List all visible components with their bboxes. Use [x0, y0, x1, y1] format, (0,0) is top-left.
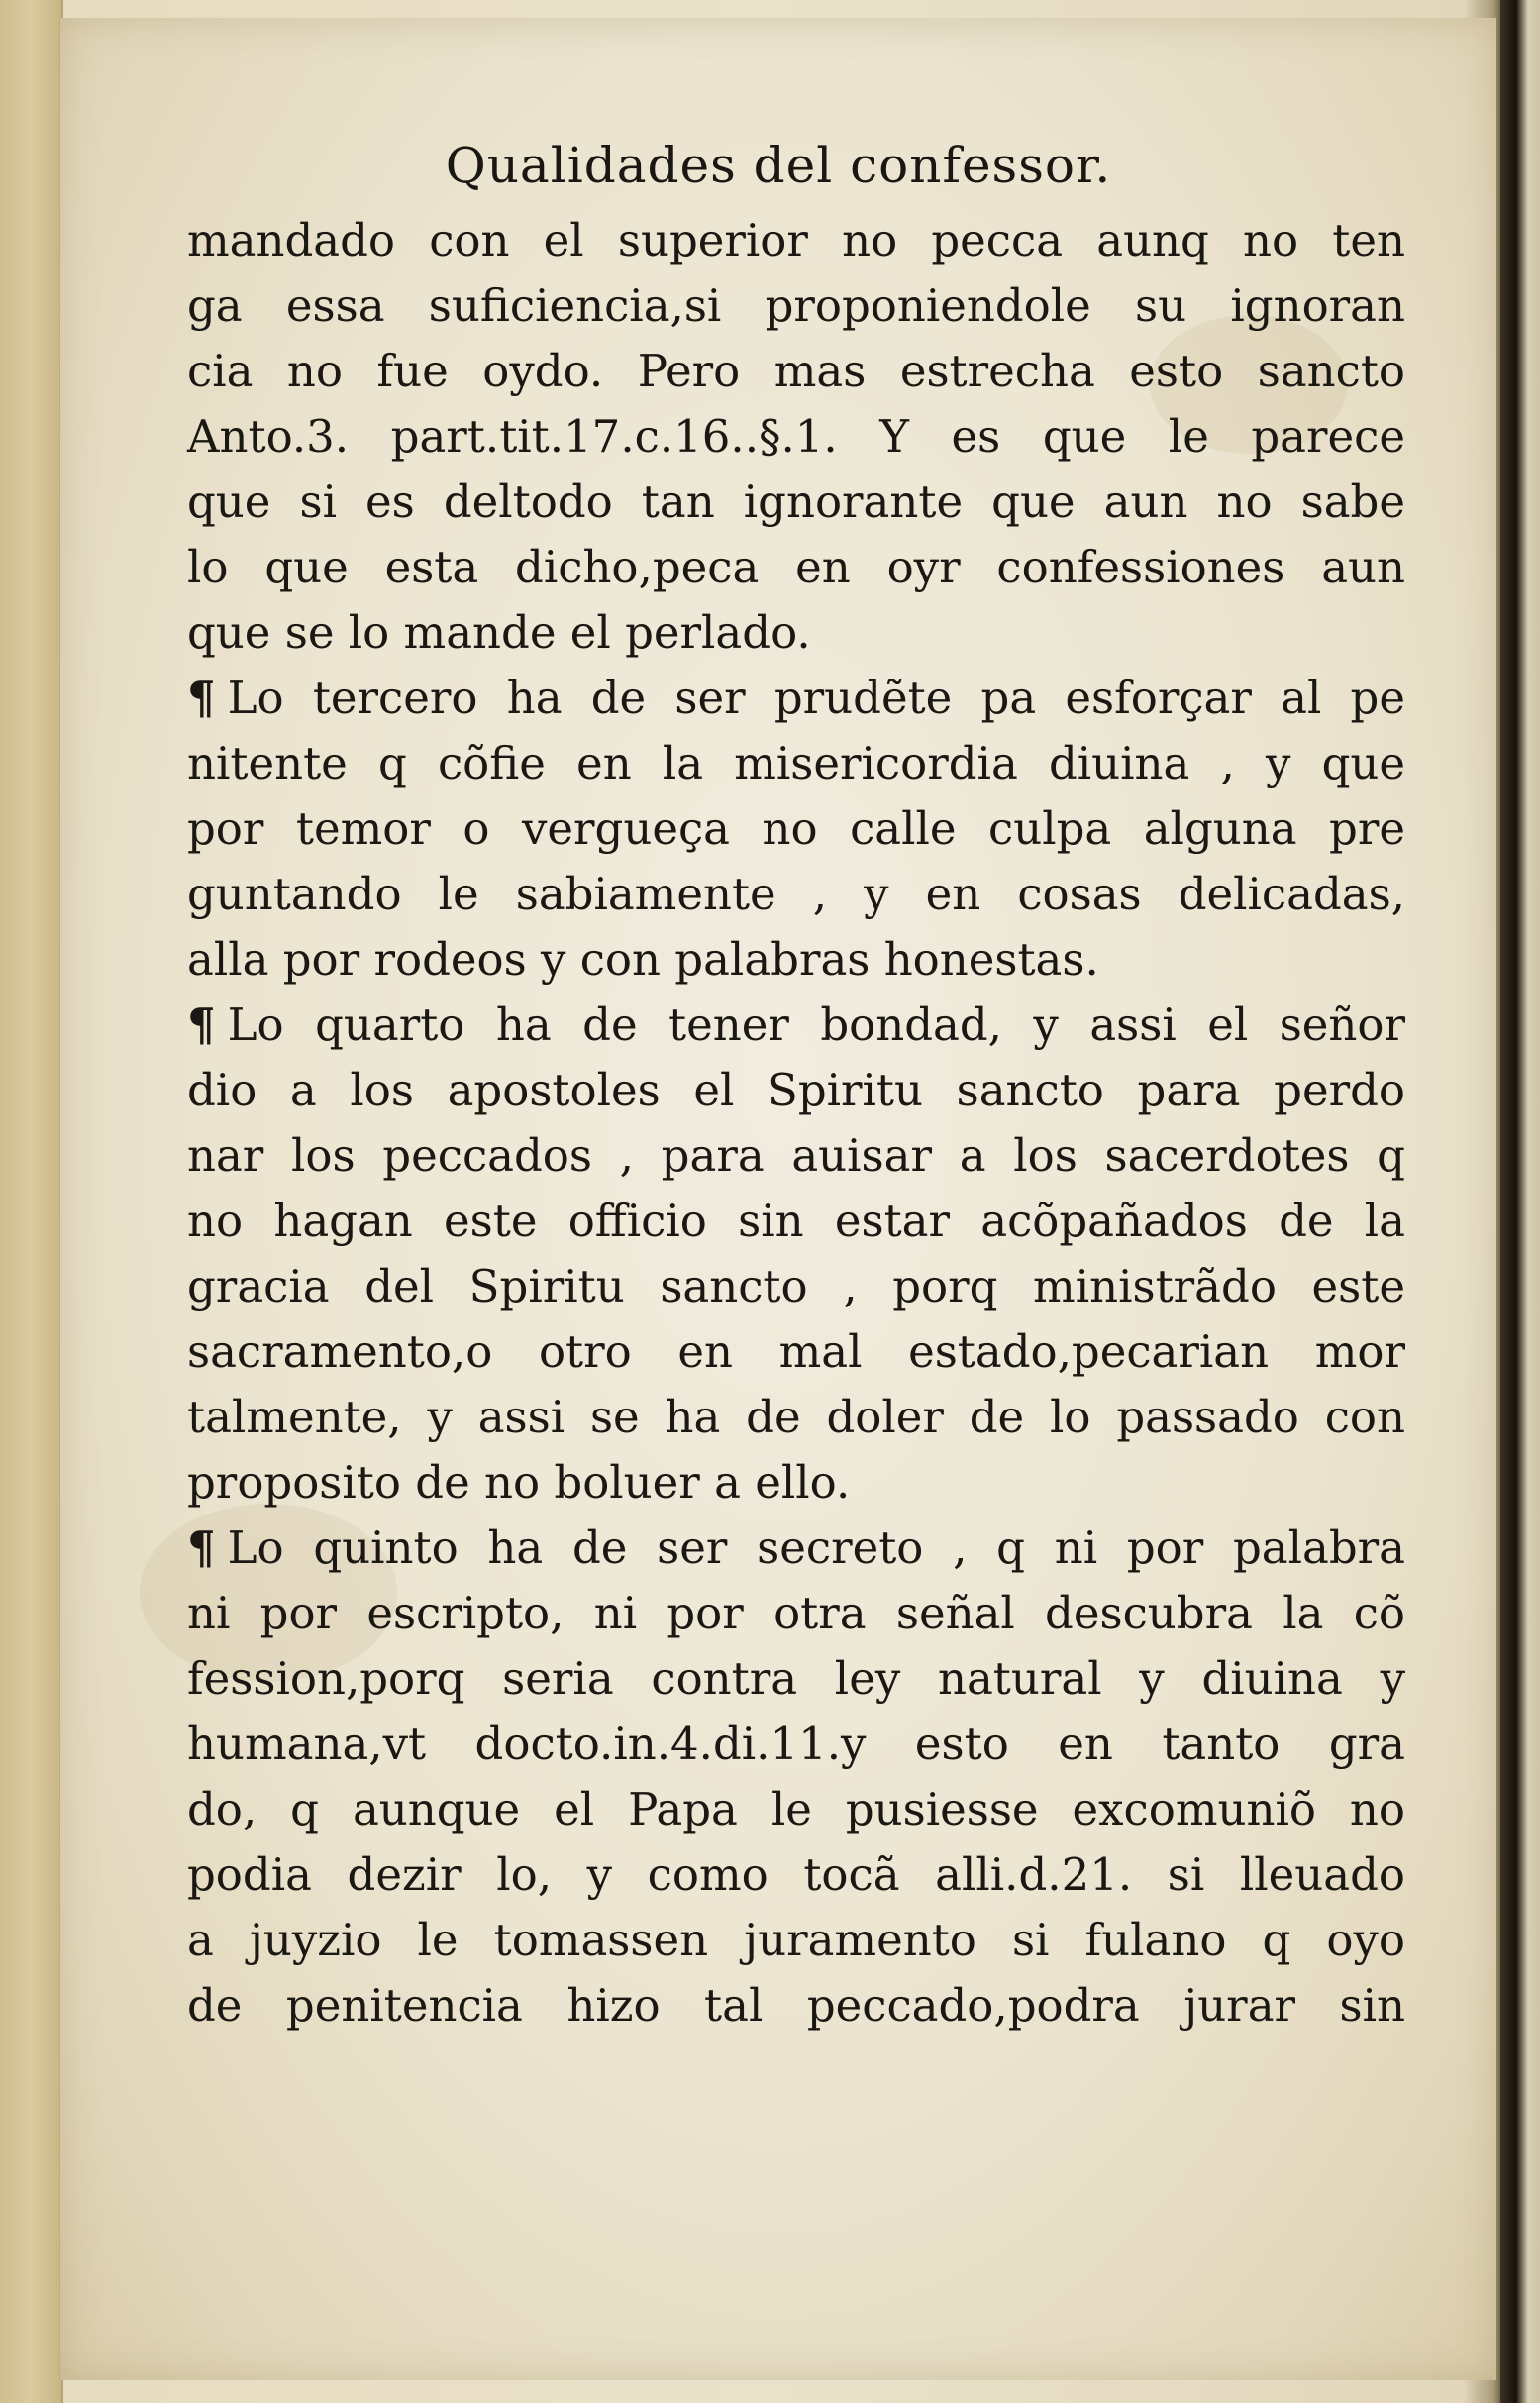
text-line — [187, 404, 1405, 470]
line-text: de penitencia hizo tal peccado,podra jurar sin — [187, 1979, 1405, 2032]
text-line — [187, 1123, 1405, 1189]
line-text: nitente q cõfie en la misericordia diuina , y que — [187, 737, 1405, 789]
line-text: que se lo mande el perlado. — [187, 606, 811, 659]
text-line — [187, 862, 1405, 927]
line-text: mandado con el superior no pecca aunq no ten — [187, 214, 1405, 266]
text-line — [187, 208, 1405, 273]
text-line — [187, 1189, 1405, 1254]
text-line — [187, 1908, 1405, 1973]
text-line — [187, 1058, 1405, 1123]
paragraph-start-line — [187, 993, 1405, 1058]
text-line — [187, 600, 1405, 666]
text-line — [187, 1777, 1405, 1842]
body-text — [187, 208, 1405, 2038]
text-line — [187, 273, 1405, 339]
text-line — [187, 1712, 1405, 1777]
text-line — [187, 1646, 1405, 1712]
paragraph-start-line — [187, 1515, 1405, 1581]
text-line — [187, 796, 1405, 862]
text-line — [187, 927, 1405, 993]
printed-page — [59, 18, 1496, 2380]
line-text: humana,vt docto.in.4.di.11.y esto en tanto gra — [187, 1718, 1405, 1770]
line-text: sacramento,o otro en mal estado,pecarian mor — [187, 1325, 1405, 1378]
text-line — [187, 1254, 1405, 1319]
text-line — [187, 1319, 1405, 1385]
pilcrow-mark: ¶ — [187, 998, 216, 1051]
line-text: ni por escripto, ni por otra señal descubra la cõ — [187, 1587, 1405, 1639]
line-text: ga essa suficiencia,si proponiendole su ignoran — [187, 279, 1405, 332]
pilcrow-mark: ¶ — [187, 1521, 216, 1574]
running-header: Qualidades del confessor. — [445, 137, 1112, 194]
line-text: do, q aunque el Papa le pusiesse excomuniõ no — [187, 1783, 1405, 1835]
line-text: dio a los apostoles el Spiritu sancto para perdo — [187, 1064, 1405, 1116]
line-text: Lo quarto ha de tener bondad, y assi el señor — [227, 998, 1405, 1051]
binding-edge — [0, 0, 63, 2403]
text-line — [187, 339, 1405, 404]
text-line — [187, 470, 1405, 535]
line-text: a juyzio le tomassen juramento si fulano q oyo — [187, 1914, 1405, 1966]
line-text: alla por rodeos y con palabras honestas. — [187, 933, 1099, 986]
line-text: gracia del Spiritu sancto , porq ministrãdo este — [187, 1260, 1405, 1312]
line-text: proposito de no boluer a ello. — [187, 1456, 851, 1509]
text-line — [187, 535, 1405, 600]
page-edge-shadow — [1500, 0, 1540, 2403]
text-line — [187, 1450, 1405, 1515]
paragraph-start-line — [187, 666, 1405, 731]
line-text: talmente, y assi se ha de doler de lo passado con — [187, 1391, 1405, 1443]
text-line — [187, 1842, 1405, 1908]
line-text: Anto.3. part.tit.17.c.16..§.1. Y es que le parece — [187, 410, 1405, 463]
line-text: no hagan este officio sin estar acõpañados de la — [187, 1195, 1405, 1247]
pilcrow-mark: ¶ — [187, 672, 216, 724]
line-text: lo que esta dicho,peca en oyr confessiones aun — [187, 541, 1405, 593]
line-text: Lo tercero ha de ser prudẽte pa esforçar al pe — [227, 672, 1405, 724]
text-line — [187, 731, 1405, 796]
line-text: Lo quinto ha de ser secreto , q ni por palabra — [227, 1521, 1405, 1574]
line-text: nar los peccados , para auisar a los sacerdotes q — [187, 1129, 1405, 1182]
text-line — [187, 1385, 1405, 1450]
line-text: por temor o vergueça no calle culpa alguna pre — [187, 802, 1405, 855]
line-text: fession,porq seria contra ley natural y diuina y — [187, 1652, 1405, 1705]
line-text: cia no fue oydo. Pero mas estrecha esto sancto — [187, 345, 1405, 397]
line-text: podia dezir lo, y como tocã alli.d.21. si lleuado — [187, 1848, 1405, 1901]
line-text: que si es deltodo tan ignorante que aun no sabe — [187, 475, 1405, 528]
line-text: guntando le sabiamente , y en cosas delicadas, — [187, 868, 1405, 920]
text-line — [187, 1581, 1405, 1646]
text-line — [187, 1973, 1405, 2038]
